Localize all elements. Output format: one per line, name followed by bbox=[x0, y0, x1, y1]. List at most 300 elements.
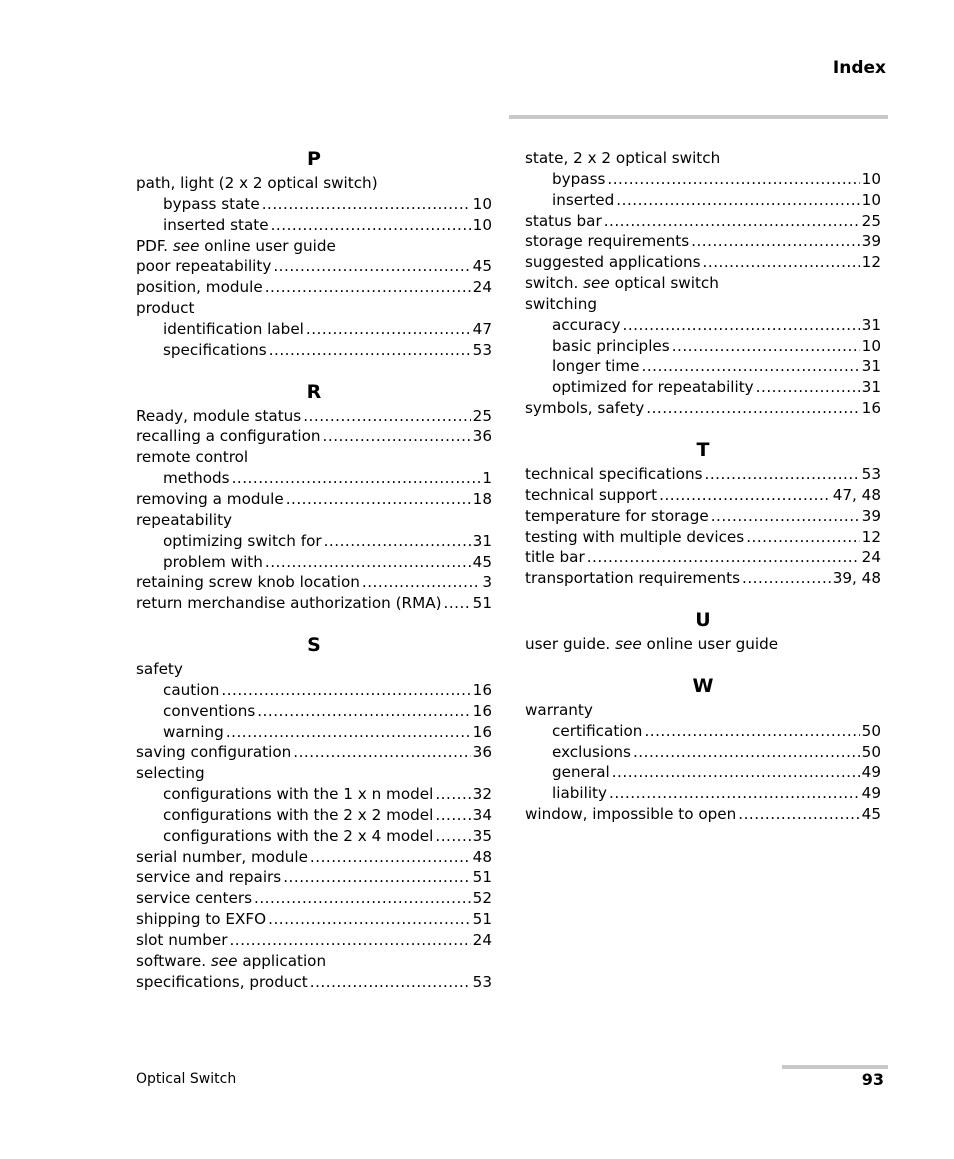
index-entry bbox=[136, 489, 492, 510]
entry-page-number: 24 bbox=[472, 931, 492, 949]
entry-term-text: recalling a configuration bbox=[136, 427, 321, 446]
entry-term bbox=[136, 236, 336, 257]
entry-term bbox=[525, 231, 689, 252]
dot-leader bbox=[286, 489, 471, 510]
index-entry bbox=[136, 236, 492, 257]
entry-page-number: 3 bbox=[482, 573, 492, 592]
entry-page-number: 45 bbox=[472, 257, 492, 276]
entry-page-number: 39 bbox=[861, 232, 881, 251]
see-target: online user guide bbox=[646, 635, 779, 654]
section-letter: S bbox=[307, 634, 321, 657]
entry-term-text: accuracy bbox=[552, 315, 621, 334]
entry-page-number: 10 bbox=[861, 336, 881, 355]
entry-term-text: technical support bbox=[525, 485, 658, 504]
index-section bbox=[525, 439, 881, 589]
entry-term-text: optimized for repeatability bbox=[552, 378, 754, 397]
index-entry bbox=[136, 847, 492, 868]
entry-term-text: poor repeatability bbox=[136, 257, 272, 276]
entry-term bbox=[163, 531, 322, 552]
entry-term-text: configurations with the 1 x n model bbox=[163, 785, 434, 804]
index-entry bbox=[136, 572, 492, 593]
see-reference: see bbox=[172, 236, 200, 255]
dot-leader bbox=[232, 468, 481, 489]
page-header-title: Index bbox=[832, 58, 886, 78]
dot-leader bbox=[746, 527, 859, 548]
index-entry bbox=[525, 527, 881, 548]
index-subentry bbox=[136, 319, 492, 340]
entry-term-text: suggested applications bbox=[525, 253, 701, 272]
entry-term-text: basic principles bbox=[552, 336, 670, 355]
entry-term-text: state, 2 x 2 optical switch bbox=[525, 149, 721, 167]
dot-leader bbox=[303, 406, 470, 427]
header-divider bbox=[509, 115, 888, 119]
entry-term-text: shipping to EXFO bbox=[136, 910, 267, 929]
entry-page-number: 10 bbox=[472, 194, 492, 213]
entry-term bbox=[163, 826, 433, 847]
index-entry bbox=[136, 406, 492, 427]
entry-term bbox=[163, 194, 260, 215]
entry-page-number: 24 bbox=[472, 278, 492, 297]
index-entry bbox=[136, 972, 492, 993]
entry-term bbox=[136, 742, 291, 763]
entry-term bbox=[525, 252, 701, 273]
entry-page-number: 16 bbox=[861, 399, 881, 418]
entry-page-number: 53 bbox=[472, 972, 492, 991]
entry-page-number: 50 bbox=[861, 721, 881, 740]
entry-page-number: 39 bbox=[861, 506, 881, 525]
entry-page-number: 31 bbox=[861, 378, 881, 397]
entry-page-number: 53 bbox=[861, 464, 881, 483]
index-subentry bbox=[136, 340, 492, 361]
entry-term-text: configurations with the 2 x 2 model bbox=[163, 805, 434, 824]
entry-term-text: storage requirements bbox=[525, 232, 690, 251]
entry-page-number: 49 bbox=[861, 763, 881, 782]
index-entry bbox=[525, 804, 881, 825]
entry-term bbox=[552, 356, 640, 377]
entry-term bbox=[525, 700, 593, 721]
entry-page-number: 49 bbox=[861, 784, 881, 803]
index-entry bbox=[525, 252, 881, 273]
dot-leader bbox=[659, 485, 831, 506]
entry-term bbox=[163, 215, 269, 236]
entry-term bbox=[552, 377, 754, 398]
index-subentry bbox=[525, 742, 881, 763]
entry-term-text: symbols, safety bbox=[525, 399, 645, 418]
index-entry bbox=[136, 951, 492, 972]
entry-term-text: specifications, product bbox=[136, 972, 308, 991]
index-entry bbox=[525, 148, 881, 169]
entry-term-text: bypass state bbox=[163, 194, 260, 213]
index-subentry bbox=[525, 190, 881, 211]
entry-term bbox=[163, 680, 219, 701]
dot-leader bbox=[306, 319, 471, 340]
entry-term-text: methods bbox=[163, 469, 230, 488]
entry-page-number: 12 bbox=[861, 253, 881, 272]
index-subentry bbox=[525, 169, 881, 190]
index-subentry bbox=[136, 194, 492, 215]
index-subentry bbox=[136, 531, 492, 552]
section-letter: W bbox=[692, 674, 714, 697]
dot-leader bbox=[435, 826, 470, 847]
entry-term bbox=[525, 547, 585, 568]
see-target: application bbox=[242, 951, 327, 970]
entry-term bbox=[552, 169, 605, 190]
index-section bbox=[136, 634, 492, 993]
index-column-right bbox=[525, 148, 881, 825]
entry-term-text: user guide. bbox=[525, 635, 611, 654]
entry-term-text: general bbox=[552, 763, 610, 782]
index-section bbox=[136, 381, 492, 614]
dot-leader bbox=[646, 398, 859, 419]
entry-page-number: 24 bbox=[861, 548, 881, 567]
dot-leader bbox=[257, 701, 470, 722]
entry-term-text: serial number, module bbox=[136, 847, 308, 866]
entry-term bbox=[163, 805, 433, 826]
dot-leader bbox=[609, 783, 860, 804]
dot-leader bbox=[444, 593, 471, 614]
index-subentry bbox=[525, 762, 881, 783]
entry-term bbox=[525, 294, 597, 315]
entry-term bbox=[525, 485, 657, 506]
entry-term-text: bypass bbox=[552, 169, 606, 188]
entry-term-text: conventions bbox=[163, 701, 256, 720]
index-entry bbox=[136, 510, 492, 531]
entry-term bbox=[136, 593, 442, 614]
index-entry bbox=[136, 930, 492, 951]
entry-term bbox=[552, 721, 642, 742]
dot-leader bbox=[612, 762, 860, 783]
dot-leader bbox=[293, 742, 470, 763]
index-entry bbox=[136, 298, 492, 319]
entry-term-text: switching bbox=[525, 294, 597, 313]
entry-term-text: remote control bbox=[136, 448, 249, 467]
index-subentry bbox=[525, 336, 881, 357]
index-entry bbox=[525, 634, 881, 655]
entry-term bbox=[163, 552, 263, 573]
index-subentry bbox=[525, 377, 881, 398]
index-entry bbox=[136, 909, 492, 930]
entry-term bbox=[525, 568, 740, 589]
index-entry bbox=[525, 231, 881, 252]
index-entry bbox=[136, 173, 492, 194]
entry-term-text: safety bbox=[136, 660, 183, 679]
entry-term bbox=[552, 190, 614, 211]
entry-term bbox=[136, 256, 271, 277]
entry-term-text: testing with multiple devices bbox=[525, 527, 745, 546]
dot-leader bbox=[310, 972, 471, 993]
entry-term-text: warning bbox=[163, 722, 224, 741]
entry-page-number: 53 bbox=[472, 340, 492, 359]
entry-page-number: 32 bbox=[472, 785, 492, 804]
index-column-left bbox=[136, 148, 492, 993]
dot-leader bbox=[633, 742, 860, 763]
entry-term-text: selecting bbox=[136, 764, 205, 783]
entry-page-number: 10 bbox=[861, 169, 881, 188]
entry-term-text: temperature for storage bbox=[525, 506, 709, 525]
index-entry bbox=[136, 659, 492, 680]
entry-term-text: switch. bbox=[525, 274, 579, 293]
entry-term bbox=[136, 489, 284, 510]
see-reference: see bbox=[615, 635, 642, 654]
entry-page-number: 16 bbox=[472, 701, 492, 720]
footer-document-title: Optical Switch bbox=[136, 1071, 237, 1087]
entry-page-number: 31 bbox=[472, 531, 492, 550]
entry-term-text: transportation requirements bbox=[525, 569, 741, 588]
entry-term-text: technical specifications bbox=[525, 464, 703, 483]
entry-term bbox=[163, 340, 267, 361]
dot-leader bbox=[711, 506, 860, 527]
index-entry bbox=[525, 464, 881, 485]
entry-term-text: exclusions bbox=[552, 742, 631, 761]
index-subentry bbox=[525, 356, 881, 377]
index-entry bbox=[136, 256, 492, 277]
dot-leader bbox=[269, 340, 471, 361]
index-entry bbox=[136, 447, 492, 468]
dot-leader bbox=[229, 930, 470, 951]
see-reference: see bbox=[210, 951, 238, 970]
entry-term bbox=[136, 173, 378, 194]
entry-term bbox=[525, 464, 703, 485]
index-entry bbox=[136, 593, 492, 614]
entry-term bbox=[525, 804, 736, 825]
entry-page-number: 52 bbox=[472, 889, 492, 908]
entry-term bbox=[163, 722, 224, 743]
index-entry bbox=[136, 426, 492, 447]
dot-leader bbox=[742, 568, 831, 589]
entry-page-number: 45 bbox=[861, 805, 881, 824]
dot-leader bbox=[435, 784, 470, 805]
index-entry bbox=[525, 700, 881, 721]
entry-term-text: PDF. bbox=[136, 236, 168, 255]
dot-leader bbox=[310, 847, 471, 868]
entry-term bbox=[136, 572, 360, 593]
dot-leader bbox=[644, 721, 859, 742]
dot-leader bbox=[254, 888, 471, 909]
entry-term bbox=[136, 867, 281, 888]
section-letter: T bbox=[696, 438, 710, 461]
index-section bbox=[525, 675, 881, 825]
dot-leader bbox=[587, 547, 860, 568]
entry-term bbox=[552, 315, 621, 336]
dot-leader bbox=[705, 464, 860, 485]
index-subentry bbox=[136, 784, 492, 805]
index-section bbox=[525, 609, 881, 655]
entry-term bbox=[136, 659, 183, 680]
index-subentry bbox=[525, 315, 881, 336]
entry-term-text: software. bbox=[136, 951, 207, 970]
index-entry bbox=[136, 277, 492, 298]
entry-term bbox=[525, 148, 720, 169]
index-entry bbox=[525, 294, 881, 315]
index-subentry bbox=[136, 680, 492, 701]
entry-term bbox=[136, 930, 227, 951]
entry-term-text: identification label bbox=[163, 319, 304, 338]
entry-term bbox=[136, 510, 232, 531]
entry-term bbox=[136, 298, 194, 319]
entry-term-text: longer time bbox=[552, 357, 640, 376]
entry-page-number: 47 bbox=[472, 319, 492, 338]
entry-page-number: 25 bbox=[861, 211, 881, 230]
index-entry bbox=[525, 568, 881, 589]
dot-leader bbox=[756, 377, 860, 398]
entry-page-number: 36 bbox=[472, 743, 492, 762]
entry-term-text: repeatability bbox=[136, 510, 233, 529]
entry-term-text: Ready, module status bbox=[136, 406, 302, 425]
dot-leader bbox=[703, 252, 860, 273]
entry-page-number: 16 bbox=[472, 722, 492, 741]
see-target: online user guide bbox=[204, 236, 336, 255]
entry-page-number: 51 bbox=[472, 594, 492, 613]
entry-term-text: retaining screw knob location bbox=[136, 573, 360, 592]
dot-leader bbox=[691, 231, 860, 252]
dot-leader bbox=[268, 909, 471, 930]
entry-term bbox=[552, 336, 670, 357]
entry-term bbox=[163, 784, 433, 805]
entry-page-number: 16 bbox=[472, 680, 492, 699]
entry-page-number: 48 bbox=[472, 847, 492, 866]
footer-divider bbox=[782, 1065, 888, 1069]
entry-term-text: liability bbox=[552, 784, 607, 803]
entry-term-text: title bar bbox=[525, 548, 585, 567]
entry-term bbox=[136, 277, 263, 298]
entry-term-text: problem with bbox=[163, 552, 263, 571]
index-entry bbox=[136, 867, 492, 888]
index-entry bbox=[525, 485, 881, 506]
entry-term bbox=[525, 273, 719, 294]
entry-term bbox=[136, 847, 308, 868]
entry-page-number: 50 bbox=[861, 742, 881, 761]
entry-term bbox=[525, 398, 644, 419]
entry-term bbox=[525, 506, 709, 527]
entry-page-number: 18 bbox=[472, 489, 492, 508]
entry-term-text: certification bbox=[552, 721, 643, 740]
footer-page-number: 93 bbox=[861, 1070, 884, 1089]
entry-term-text: product bbox=[136, 299, 195, 318]
entry-term-text: position, module bbox=[136, 278, 263, 297]
dot-leader bbox=[738, 804, 859, 825]
entry-term-text: caution bbox=[163, 680, 220, 699]
see-reference: see bbox=[583, 274, 610, 293]
entry-term bbox=[136, 909, 266, 930]
dot-leader bbox=[226, 722, 471, 743]
entry-term-text: warranty bbox=[525, 700, 593, 719]
entry-term bbox=[552, 762, 610, 783]
entry-page-number: 34 bbox=[472, 805, 492, 824]
index-subentry bbox=[136, 805, 492, 826]
entry-term bbox=[525, 527, 744, 548]
entry-term bbox=[136, 406, 301, 427]
entry-page-number: 1 bbox=[482, 469, 492, 488]
index-subentry bbox=[525, 783, 881, 804]
entry-page-number: 47, 48 bbox=[832, 485, 881, 504]
dot-leader bbox=[672, 336, 860, 357]
entry-page-number: 39, 48 bbox=[832, 569, 881, 588]
entry-page-number: 31 bbox=[861, 315, 881, 334]
index-entry bbox=[136, 888, 492, 909]
entry-page-number: 45 bbox=[472, 552, 492, 571]
dot-leader bbox=[362, 572, 480, 593]
entry-term bbox=[163, 319, 304, 340]
dot-leader bbox=[435, 805, 470, 826]
dot-leader bbox=[273, 256, 470, 277]
dot-leader bbox=[283, 867, 470, 888]
index-entry bbox=[525, 211, 881, 232]
index-subentry bbox=[136, 722, 492, 743]
entry-term bbox=[136, 426, 321, 447]
entry-term-text: inserted state bbox=[163, 215, 269, 234]
entry-term-text: service and repairs bbox=[136, 868, 282, 887]
entry-term bbox=[552, 783, 607, 804]
dot-leader bbox=[265, 277, 471, 298]
index-subentry bbox=[136, 215, 492, 236]
entry-term-text: service centers bbox=[136, 889, 253, 908]
entry-page-number: 35 bbox=[472, 826, 492, 845]
entry-term-text: specifications bbox=[163, 340, 267, 359]
dot-leader bbox=[642, 356, 860, 377]
section-letter: U bbox=[695, 609, 711, 632]
entry-term-text: saving configuration bbox=[136, 743, 292, 762]
index-subentry bbox=[136, 701, 492, 722]
index-entry bbox=[136, 763, 492, 784]
index-subentry bbox=[136, 552, 492, 573]
entry-term-text: inserted bbox=[552, 190, 615, 209]
entry-page-number: 31 bbox=[861, 357, 881, 376]
entry-page-number: 36 bbox=[472, 427, 492, 446]
dot-leader bbox=[324, 531, 471, 552]
dot-leader bbox=[265, 552, 471, 573]
entry-page-number: 51 bbox=[472, 868, 492, 887]
entry-term bbox=[525, 211, 602, 232]
entry-term bbox=[136, 888, 252, 909]
entry-term-text: return merchandise authorization (RMA) bbox=[136, 594, 442, 613]
index-entry bbox=[136, 742, 492, 763]
entry-term bbox=[136, 972, 308, 993]
entry-term-text: window, impossible to open bbox=[525, 805, 737, 824]
entry-page-number: 10 bbox=[861, 190, 881, 209]
index-section bbox=[525, 148, 881, 419]
entry-term-text: removing a module bbox=[136, 489, 284, 508]
entry-page-number: 25 bbox=[472, 406, 492, 425]
dot-leader bbox=[623, 315, 860, 336]
dot-leader bbox=[323, 426, 471, 447]
entry-term-text: configurations with the 2 x 4 model bbox=[163, 826, 434, 845]
see-target: optical switch bbox=[614, 274, 719, 293]
entry-term bbox=[163, 468, 230, 489]
section-letter: R bbox=[306, 380, 322, 403]
dot-leader bbox=[607, 169, 859, 190]
entry-term-text: path, light (2 x 2 optical switch) bbox=[136, 174, 378, 192]
entry-term bbox=[136, 447, 248, 468]
index-entry bbox=[525, 547, 881, 568]
entry-page-number: 51 bbox=[472, 910, 492, 929]
entry-page-number: 10 bbox=[472, 215, 492, 234]
entry-term bbox=[163, 701, 255, 722]
dot-leader bbox=[604, 211, 860, 232]
index-entry bbox=[525, 506, 881, 527]
section-letter: P bbox=[307, 148, 321, 170]
entry-term bbox=[136, 951, 326, 972]
dot-leader bbox=[262, 194, 471, 215]
index-entry bbox=[525, 398, 881, 419]
index-subentry bbox=[136, 826, 492, 847]
dot-leader bbox=[271, 215, 471, 236]
entry-term-text: status bar bbox=[525, 211, 602, 230]
index-subentry bbox=[136, 468, 492, 489]
index-subentry bbox=[525, 721, 881, 742]
dot-leader bbox=[616, 190, 859, 211]
entry-page-number: 12 bbox=[861, 527, 881, 546]
index-section bbox=[136, 148, 492, 361]
